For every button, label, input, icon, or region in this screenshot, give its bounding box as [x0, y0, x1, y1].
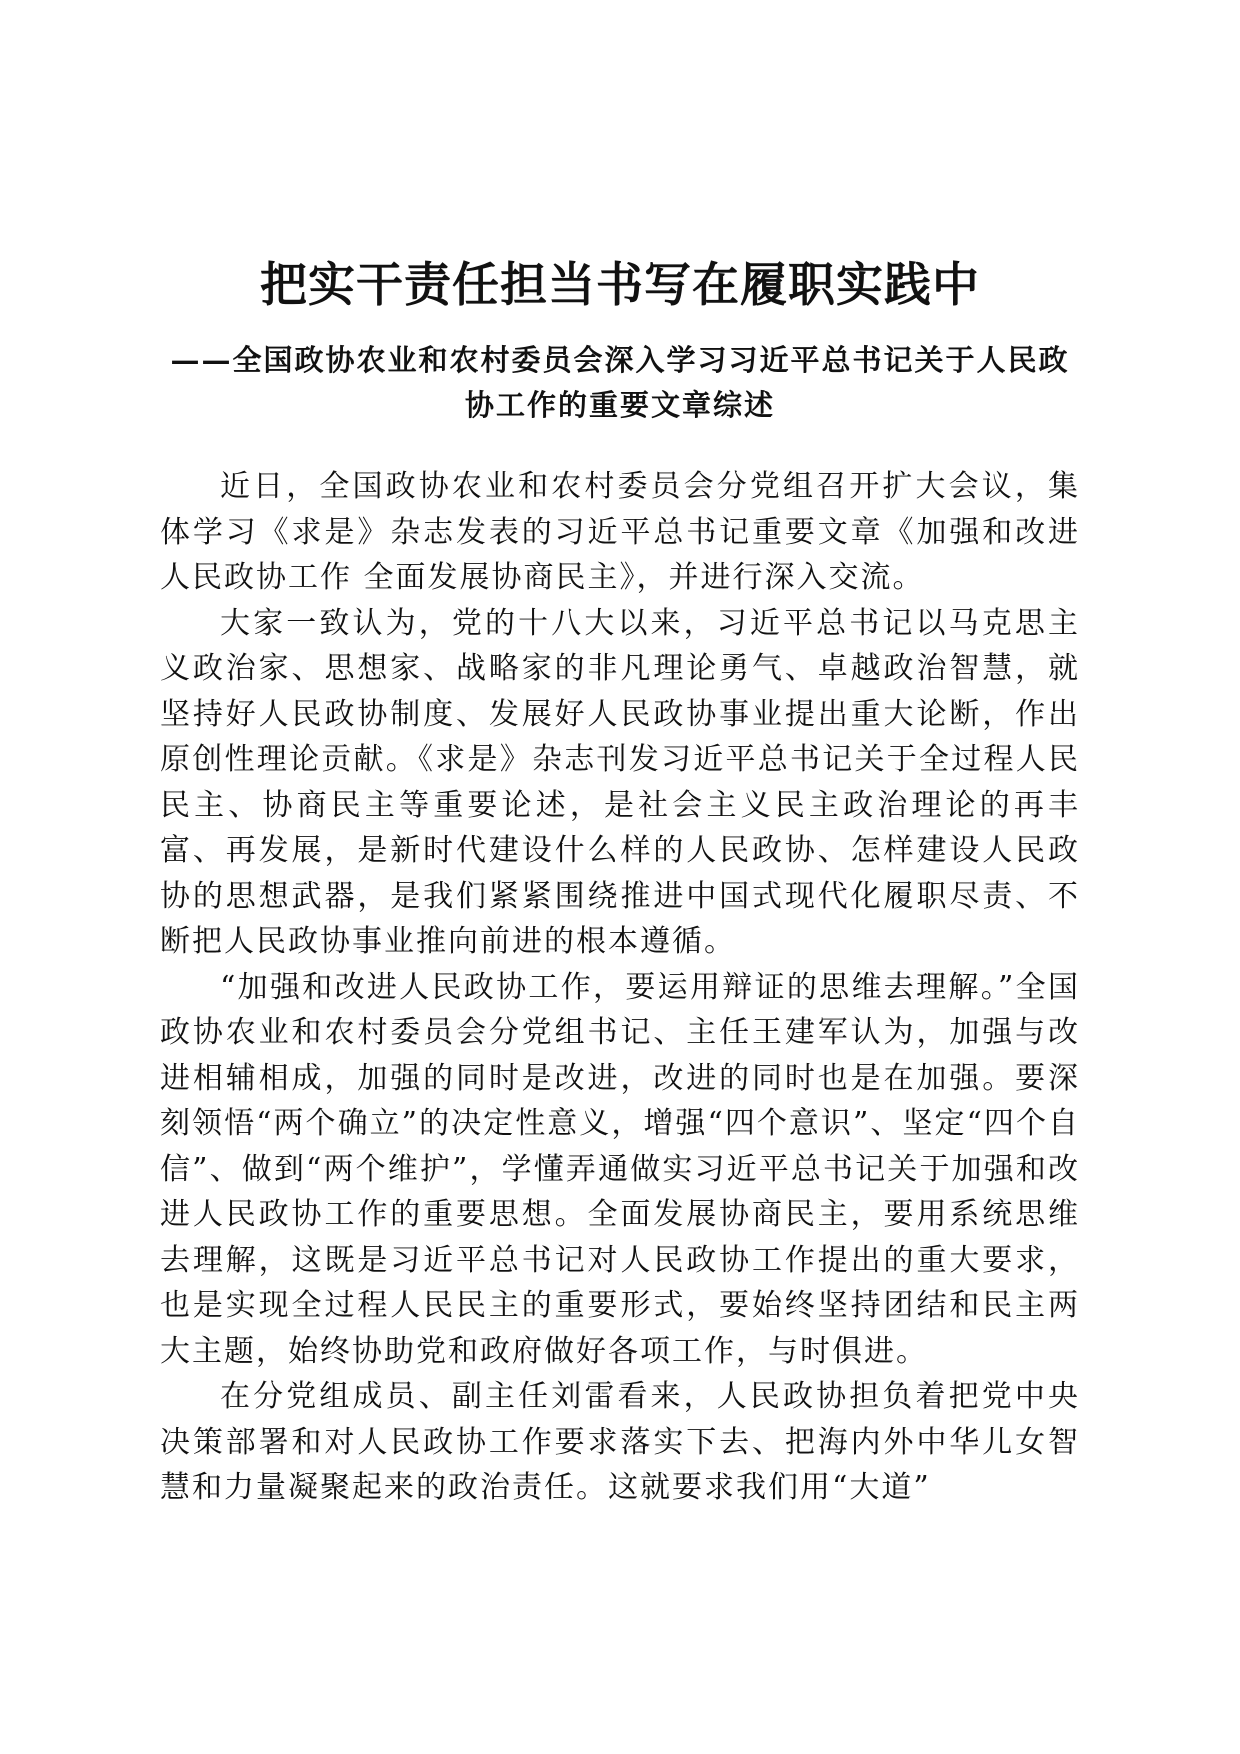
page-title: 把实干责任担当书写在履职实践中 — [260, 258, 980, 313]
article-body — [160, 464, 1080, 1511]
paragraph: 近日，全国政协农业和农村委员会分党组召开扩大会议，集体学习《求是》杂志发表的习近平总书记重要文章《加强和改进人民政协工作 全面发展协商民主》，并进行深入交流。 — [160, 469, 1080, 595]
paragraph: 大家一致认为，党的十八大以来，习近平总书记以马克思主义政治家、思想家、战略家的非凡理论勇气、卓越政治智慧，就坚持好人民政协制度、发展好人民政协事业提出重大论断，作出原创性理论贡献。《求是》杂志刊发习近平总书记关于全过程人民民主、协商民主等重要论述，是社会主义民主政治理论的再丰富、再发展，是新时代建设什么样的人民政协、怎样建设人民政协的思想武器，是我们紧紧围绕推进中国式现代化履职尽责、不断把人民政协事业推向前进的根本遵循。 — [160, 605, 1080, 959]
paragraph: 在分党组成员、副主任刘雷看来，人民政协担负着把党中央决策部署和对人民政协工作要求落实下去、把海内外中华儿女智慧和力量凝聚起来的政治责任。这就要求我们用“大道” — [160, 1379, 1080, 1505]
page-subtitle: ——全国政协农业和农村委员会深入学习习近平总书记关于人民政协工作的重要文章综述 — [170, 343, 1070, 422]
paragraph: “加强和改进人民政协工作，要运用辩证的思维去理解。”全国政协农业和农村委员会分党组书记、主任王建军认为，加强与改进相辅相成，加强的同时是改进，改进的同时也是在加强。要深刻领悟“两个确立”的决定性意义，增强“四个意识”、坚定“四个自信”、做到“两个维护”，学懂弄通做实习近平总书记关于加强和改进人民政协工作的重要思想。全面发展协商民主，要用系统思维去理解，这既是习近平总书记对人民政协工作提出的重大要求，也是实现全过程人民民主的重要形式，要始终坚持团结和民主两大主题，始终协助党和政府做好各项工作，与时俱进。 — [160, 969, 1080, 1369]
